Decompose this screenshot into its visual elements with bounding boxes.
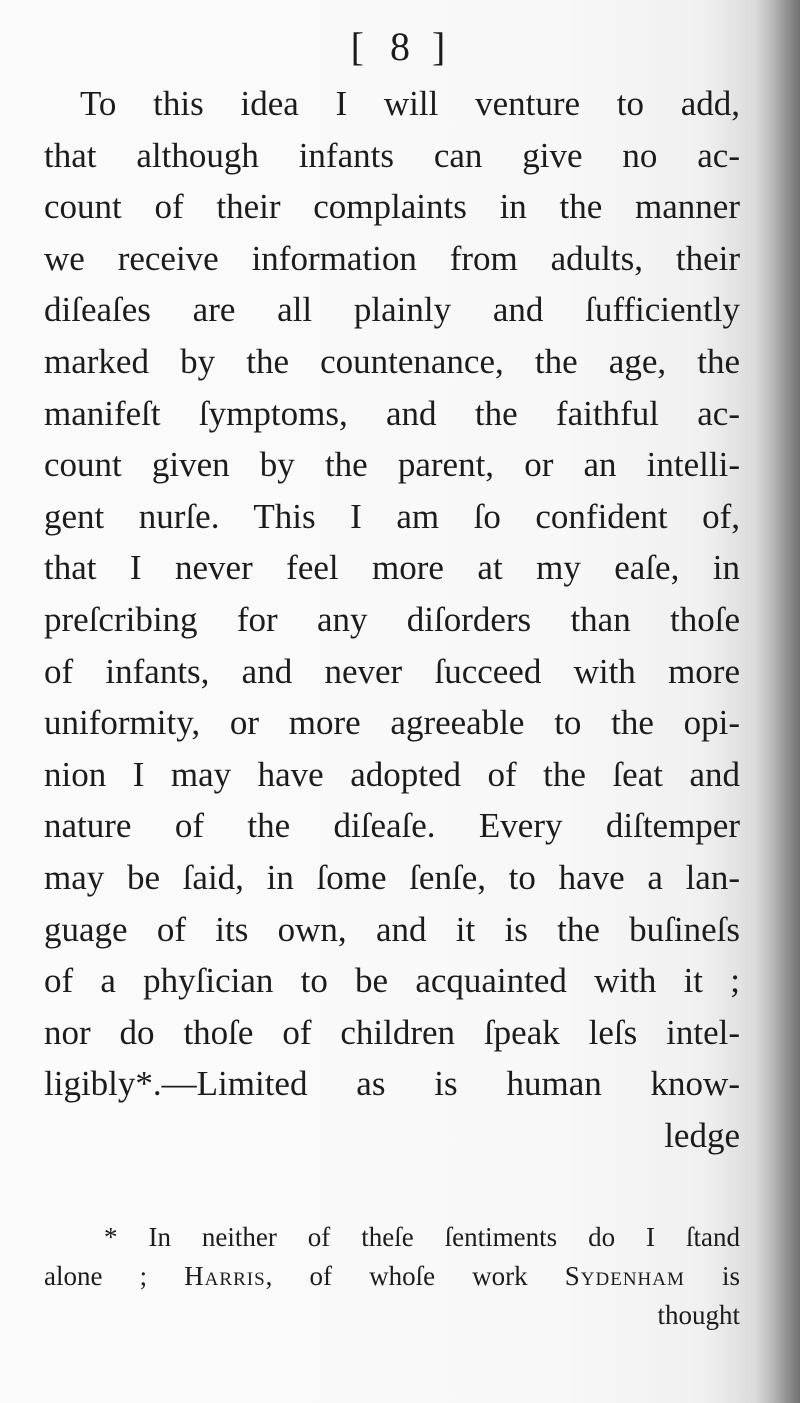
body-text (44, 78, 740, 1161)
footnote-catchword: thought (657, 1300, 740, 1330)
text-line: nor do thoſe of children ſpeak leſs intel- (44, 1012, 740, 1052)
catchword: ledge (664, 1115, 740, 1155)
text-line: count of their complaints in the manner (44, 187, 740, 227)
author-name-sydenham: Sydenham (564, 1261, 685, 1291)
text-line: preſcribing for any diſorders than thoſe (44, 599, 740, 639)
bracket-open: [ (350, 24, 368, 69)
footnote-text: is (684, 1261, 740, 1291)
text-line: of infants, and never ſucceed with more (44, 651, 740, 691)
text-line: To this idea I will venture to add, (80, 84, 740, 123)
text-line: manifeſt ſymptoms, and the faithful ac- (44, 393, 740, 433)
spine-shadow (754, 0, 800, 1403)
text-line: that I never feel more at my eaſe, in (44, 548, 740, 588)
text-line: count given by the parent, or an intelli- (44, 445, 740, 485)
footnote-line (44, 1257, 740, 1296)
footnote-line: * In neither of theſe ſentiments do I ſtand (104, 1222, 740, 1252)
text-line: nion I may have adopted of the ſeat and (44, 754, 740, 794)
text-line: diſeaſes are all plainly and ſufficiently (44, 290, 740, 330)
footnote-text: alone ; (44, 1261, 185, 1291)
author-name-harris: Harris (184, 1261, 266, 1291)
text-line: nature of the diſeaſe. Every diſtemper (44, 806, 740, 846)
text-line: guage of its own, and it is the buſineſs (44, 909, 740, 949)
text-line: ligibly*.—Limited as is human know- (44, 1064, 740, 1104)
page-number: 8 (390, 24, 410, 69)
text-line: gent nurſe. This I am ſo confident of, (44, 496, 740, 536)
page-header (0, 22, 800, 72)
footnote (44, 1218, 740, 1335)
text-line: we receive information from adults, their (44, 238, 740, 278)
footnote-text: , of whoſe work (265, 1261, 565, 1291)
text-line: marked by the countenance, the age, the (44, 341, 740, 381)
bracket-close: ] (432, 24, 450, 69)
text-line: that although infants can give no ac- (44, 135, 740, 175)
text-line: of a phyſician to be acquainted with it ; (44, 961, 740, 1001)
text-line: may be ſaid, in ſome ſenſe, to have a lan- (44, 857, 740, 897)
text-line: uniformity, or more agreeable to the opi- (44, 703, 740, 743)
